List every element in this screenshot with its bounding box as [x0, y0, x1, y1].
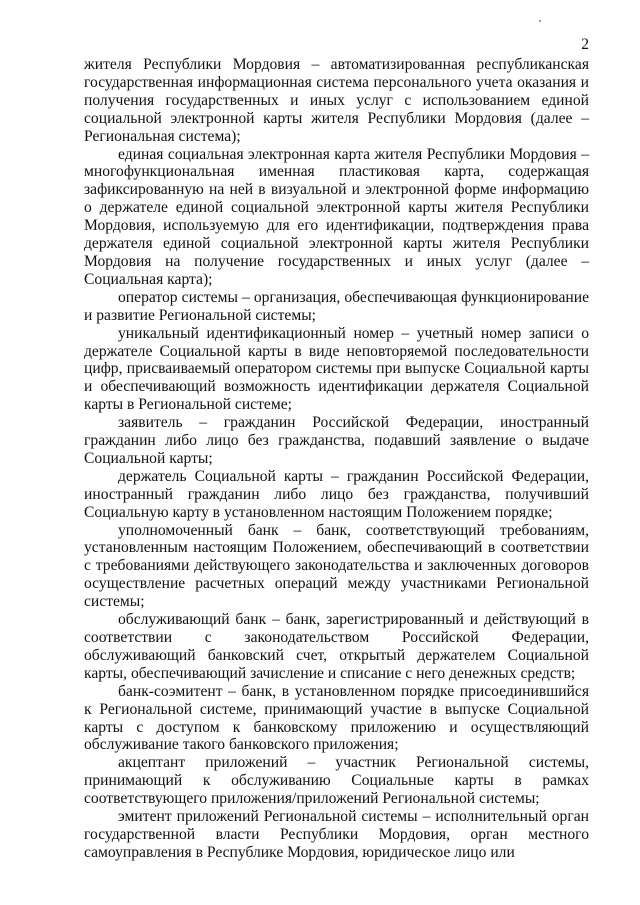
- paragraph-system-operator-definition: оператор системы – организация, обеспечивающая функционирование и развитие Региональной системы;: [84, 288, 589, 324]
- paragraph-application-issuer-definition: эмитент приложений Региональной системы – исполнительный орган государственной власти Республики Мордовия, орган местного самоуправления в Республике Мордовия, юридическое лицо или: [84, 808, 589, 861]
- page-number: 2: [581, 36, 589, 53]
- paragraph-cardholder-definition: держатель Социальной карты – гражданин Российской Федерации, иностранный гражданин либо лицо без гражданства, получивший Социальную карту в установленном настоящим Положением порядке;: [84, 467, 589, 521]
- paragraph-application-acceptor-definition: акцептант приложений – участник Региональной системы, принимающий к обслуживанию Социальные карты в рамках соответствующего приложения/приложений Региональной системы;: [84, 754, 589, 808]
- paragraph-unique-id-definition: уникальный идентификационный номер – учетный номер записи о держателе Социальной карты в виде неповторяемой последовательности цифр, присваиваемый оператором системы при выпуске Социальной карты и обеспечивающий возможность идентификации держателя Социальной карты в Региональной системе;: [84, 324, 589, 414]
- paragraph-servicing-bank-definition: обслуживающий банк – банк, зарегистрированный и действующий в соответствии с законодательством Российской Федерации, обслуживающий банковский счет, открытый держателем Социальной карты, обеспечивающий зачисление и списание с него денежных средств;: [84, 611, 589, 682]
- paragraph-regional-system-definition: жителя Республики Мордовия – автоматизированная республиканская государственная информационная система персонального учета оказания и получения государственных и иных услуг с использованием единой социальной электронной карты жителя Республики Мордовия (далее – Региональная система);: [84, 56, 589, 145]
- paragraph-authorized-bank-definition: уполномоченный банк – банк, соответствующий требованиям, установленным настоящим Положением, обеспечивающий в соответствии с требованиями действующего законодательства и заключенных договоров осуществление расчетных операций между участниками Региональной системы;: [84, 521, 589, 611]
- paragraph-co-issuer-bank-definition: банк-соэмитент – банк, в установленном порядке присоединившийся к Региональной системе, принимающий участие в выпуске Социальной карты с доступом к банковскому приложению и осуществляющий обслуживание такого банковского приложения;: [84, 682, 589, 754]
- paragraph-applicant-definition: заявитель – гражданин Российской Федерации, иностранный гражданин либо лицо без гражданства, подавший заявление о выдаче Социальной карты;: [84, 414, 589, 467]
- paragraph-social-card-definition: единая социальная электронная карта жителя Республики Мордовия – многофункциональная именная пластиковая карта, содержащая зафиксированную на ней в визуальной и электронной форме информацию о держателе единой социальной электронной карты жителя Республики Мордовия, используемую для его идентификации, подтверждения права держателя единой социальной электронной карты жителя Республики Мордовия на получение государственных и иных услуг (далее – Социальная карта);: [84, 145, 589, 288]
- scan-speck: [539, 20, 541, 22]
